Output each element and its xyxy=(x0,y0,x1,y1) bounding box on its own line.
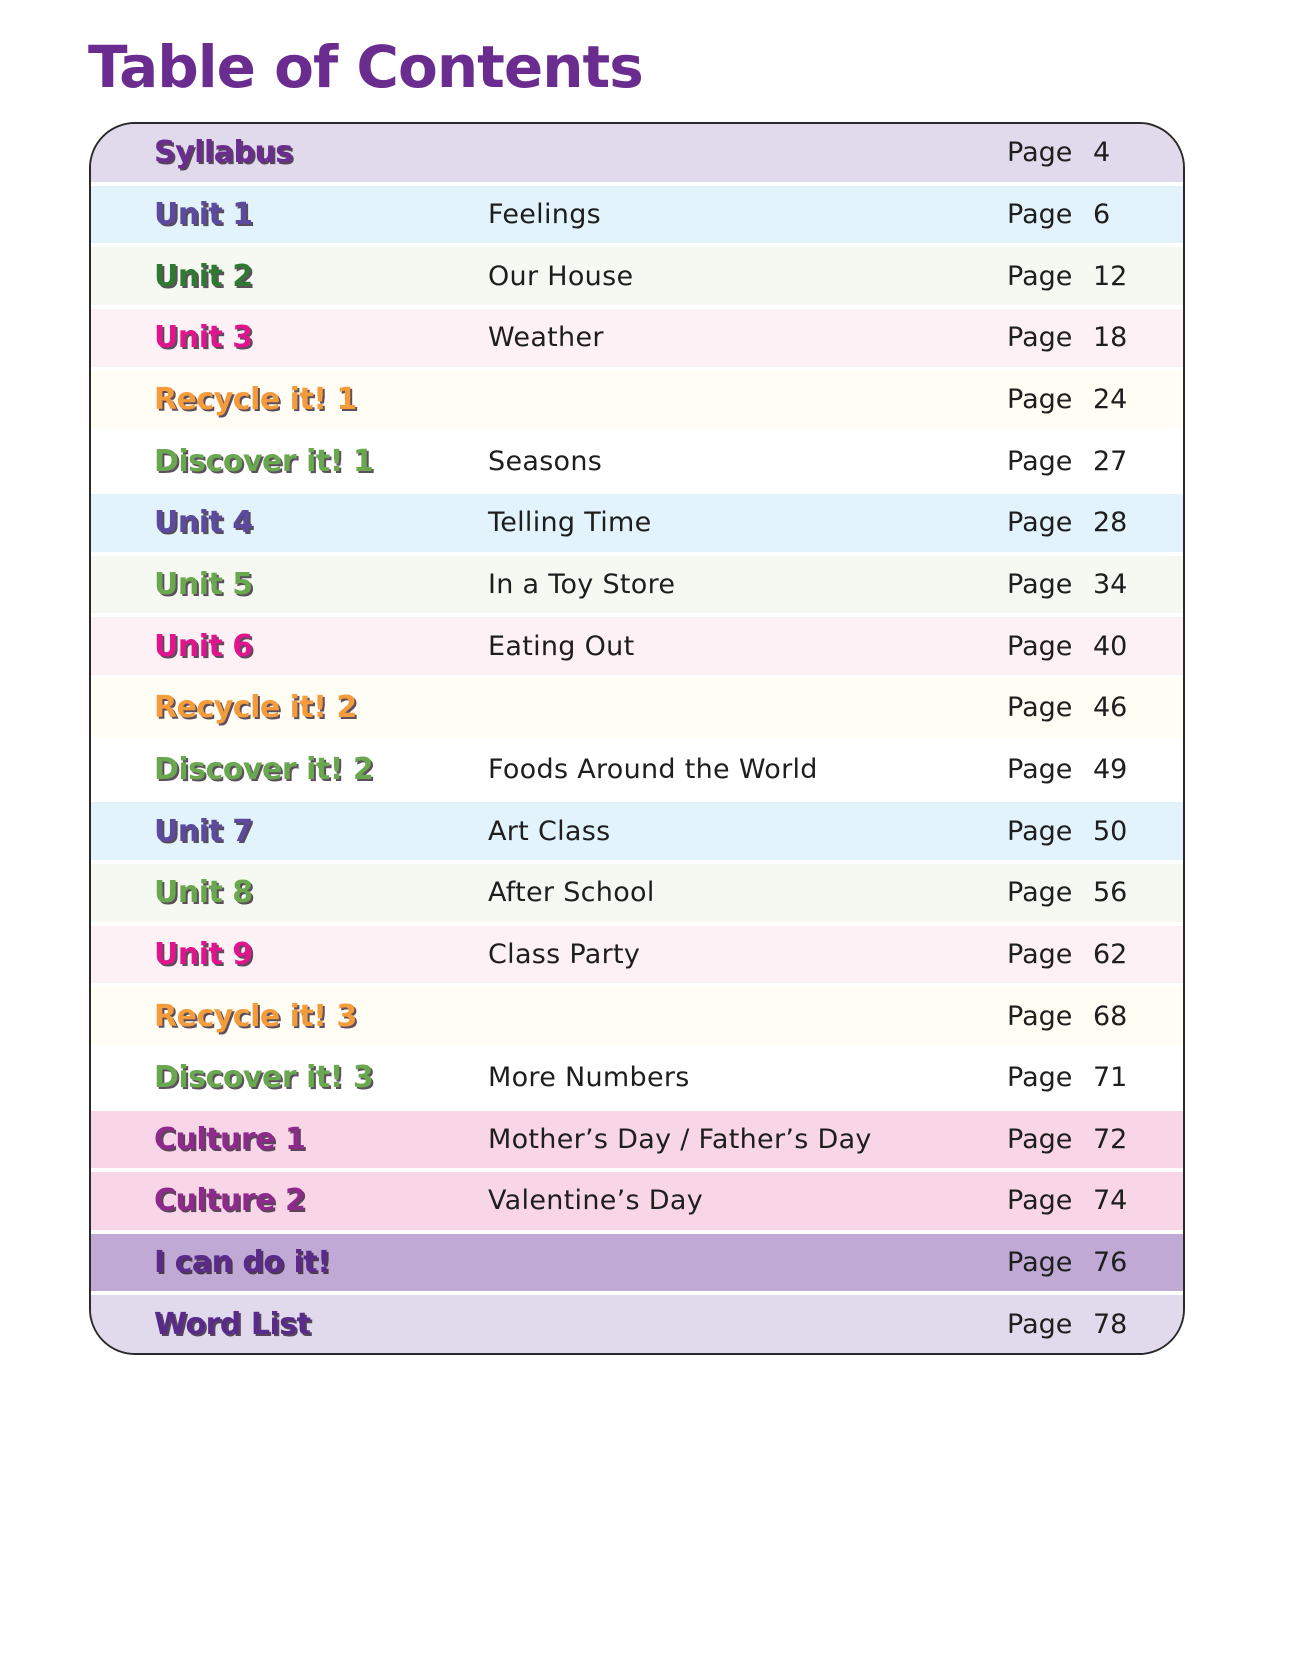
page-number: 6 xyxy=(1093,198,1111,230)
page-reference xyxy=(1007,631,1127,662)
section-label: Unit 3 xyxy=(154,320,253,356)
toc-row-culture-2[interactable] xyxy=(91,1172,1183,1234)
section-label: Unit 7 xyxy=(154,813,253,849)
page-number: 78 xyxy=(1093,1308,1128,1340)
section-title: More Numbers xyxy=(488,1062,690,1094)
page-word: Page xyxy=(1007,322,1073,354)
page-reference xyxy=(1007,1309,1127,1340)
page-number: 62 xyxy=(1093,938,1128,970)
page-word: Page xyxy=(1007,630,1073,662)
section-label: Recycle it! 3 xyxy=(154,998,357,1034)
page-word: Page xyxy=(1007,383,1073,415)
section-title: Weather xyxy=(488,322,604,354)
toc-row-unit-7[interactable] xyxy=(91,802,1183,864)
page-number: 49 xyxy=(1093,753,1128,785)
section-title: Our House xyxy=(488,260,634,292)
section-title: Class Party xyxy=(488,938,641,970)
page-number: 27 xyxy=(1093,445,1128,477)
page-reference xyxy=(1007,137,1110,168)
section-title: After School xyxy=(488,877,655,909)
page-word: Page xyxy=(1007,938,1073,970)
page-word: Page xyxy=(1007,692,1073,724)
page-reference xyxy=(1007,384,1127,415)
page-reference xyxy=(1007,939,1127,970)
section-label: Unit 4 xyxy=(154,505,253,541)
toc-row-recycle-it-3[interactable] xyxy=(91,987,1183,1049)
section-label: Syllabus xyxy=(154,135,293,171)
toc-row-unit-1[interactable] xyxy=(91,186,1183,248)
toc-row-unit-3[interactable] xyxy=(91,309,1183,371)
toc-row-discover-it-2[interactable] xyxy=(91,741,1183,803)
page-number: 68 xyxy=(1093,1000,1128,1032)
page-number: 24 xyxy=(1093,383,1128,415)
page-word: Page xyxy=(1007,1000,1073,1032)
page-word: Page xyxy=(1007,1247,1073,1279)
section-label: I can do it! xyxy=(154,1245,331,1281)
toc-row-unit-2[interactable] xyxy=(91,247,1183,309)
page-reference xyxy=(1007,199,1110,230)
table-of-contents xyxy=(89,122,1185,1355)
page-number: 18 xyxy=(1093,322,1128,354)
page-reference xyxy=(1007,1247,1127,1278)
page-number: 4 xyxy=(1093,137,1111,169)
section-label: Recycle it! 1 xyxy=(154,381,357,417)
toc-row-unit-4[interactable] xyxy=(91,494,1183,556)
page-number: 12 xyxy=(1093,260,1128,292)
toc-row-recycle-it-1[interactable] xyxy=(91,371,1183,433)
section-title: Art Class xyxy=(488,815,611,847)
page-word: Page xyxy=(1007,877,1073,909)
page-number: 76 xyxy=(1093,1247,1128,1279)
toc-row-word-list[interactable] xyxy=(91,1295,1183,1353)
page-reference xyxy=(1007,1001,1127,1032)
page-word: Page xyxy=(1007,568,1073,600)
toc-row-discover-it-1[interactable] xyxy=(91,432,1183,494)
page-word: Page xyxy=(1007,1062,1073,1094)
section-title: In a Toy Store xyxy=(488,568,676,600)
page-reference xyxy=(1007,877,1127,908)
page-number: 28 xyxy=(1093,507,1128,539)
page-word: Page xyxy=(1007,1123,1073,1155)
section-label: Recycle it! 2 xyxy=(154,690,357,726)
toc-row-discover-it-3[interactable] xyxy=(91,1049,1183,1111)
page-reference xyxy=(1007,569,1127,600)
page-number: 71 xyxy=(1093,1062,1128,1094)
toc-row-syllabus[interactable] xyxy=(91,124,1183,186)
page-number: 46 xyxy=(1093,692,1128,724)
section-label: Unit 6 xyxy=(154,628,253,664)
page-number: 74 xyxy=(1093,1185,1128,1217)
page-word: Page xyxy=(1007,198,1073,230)
page-number: 34 xyxy=(1093,568,1128,600)
page-word: Page xyxy=(1007,815,1073,847)
section-label: Unit 8 xyxy=(154,875,253,911)
section-title: Foods Around the World xyxy=(488,753,818,785)
page-word: Page xyxy=(1007,260,1073,292)
page-number: 40 xyxy=(1093,630,1128,662)
section-title: Feelings xyxy=(488,198,601,230)
section-label: Discover it! 3 xyxy=(154,1060,374,1096)
page-word: Page xyxy=(1007,445,1073,477)
page-word: Page xyxy=(1007,1308,1073,1340)
section-label: Unit 5 xyxy=(154,566,253,602)
section-label: Unit 1 xyxy=(154,196,253,232)
section-label: Discover it! 1 xyxy=(154,443,374,479)
toc-row-unit-6[interactable] xyxy=(91,617,1183,679)
page-reference xyxy=(1007,754,1127,785)
page-reference xyxy=(1007,692,1127,723)
section-title: Seasons xyxy=(488,445,603,477)
page-title: Table of Contents xyxy=(88,33,643,101)
section-label: Unit 2 xyxy=(154,258,253,294)
page-reference xyxy=(1007,1124,1127,1155)
page-word: Page xyxy=(1007,507,1073,539)
page-reference xyxy=(1007,446,1127,477)
toc-row-recycle-it-2[interactable] xyxy=(91,679,1183,741)
toc-row-unit-8[interactable] xyxy=(91,864,1183,926)
page-reference xyxy=(1007,322,1127,353)
toc-row-culture-1[interactable] xyxy=(91,1111,1183,1173)
section-title: Telling Time xyxy=(488,507,652,539)
page-number: 50 xyxy=(1093,815,1128,847)
toc-row-unit-9[interactable] xyxy=(91,926,1183,988)
toc-row-unit-5[interactable] xyxy=(91,556,1183,618)
toc-row-i-can-do-it[interactable] xyxy=(91,1234,1183,1296)
section-label: Word List xyxy=(154,1306,311,1342)
section-label: Culture 1 xyxy=(154,1121,306,1157)
page-word: Page xyxy=(1007,137,1073,169)
page-word: Page xyxy=(1007,753,1073,785)
section-title: Valentine’s Day xyxy=(488,1185,704,1217)
section-title: Mother’s Day / Father’s Day xyxy=(488,1123,872,1155)
page-number: 56 xyxy=(1093,877,1128,909)
page-reference xyxy=(1007,816,1127,847)
section-title: Eating Out xyxy=(488,630,635,662)
page-number: 72 xyxy=(1093,1123,1128,1155)
page-reference xyxy=(1007,1062,1127,1093)
page-reference xyxy=(1007,507,1127,538)
page-word: Page xyxy=(1007,1185,1073,1217)
section-label: Unit 9 xyxy=(154,936,253,972)
section-label: Discover it! 2 xyxy=(154,751,374,787)
page-reference xyxy=(1007,1185,1127,1216)
section-label: Culture 2 xyxy=(154,1183,306,1219)
page-reference xyxy=(1007,261,1127,292)
